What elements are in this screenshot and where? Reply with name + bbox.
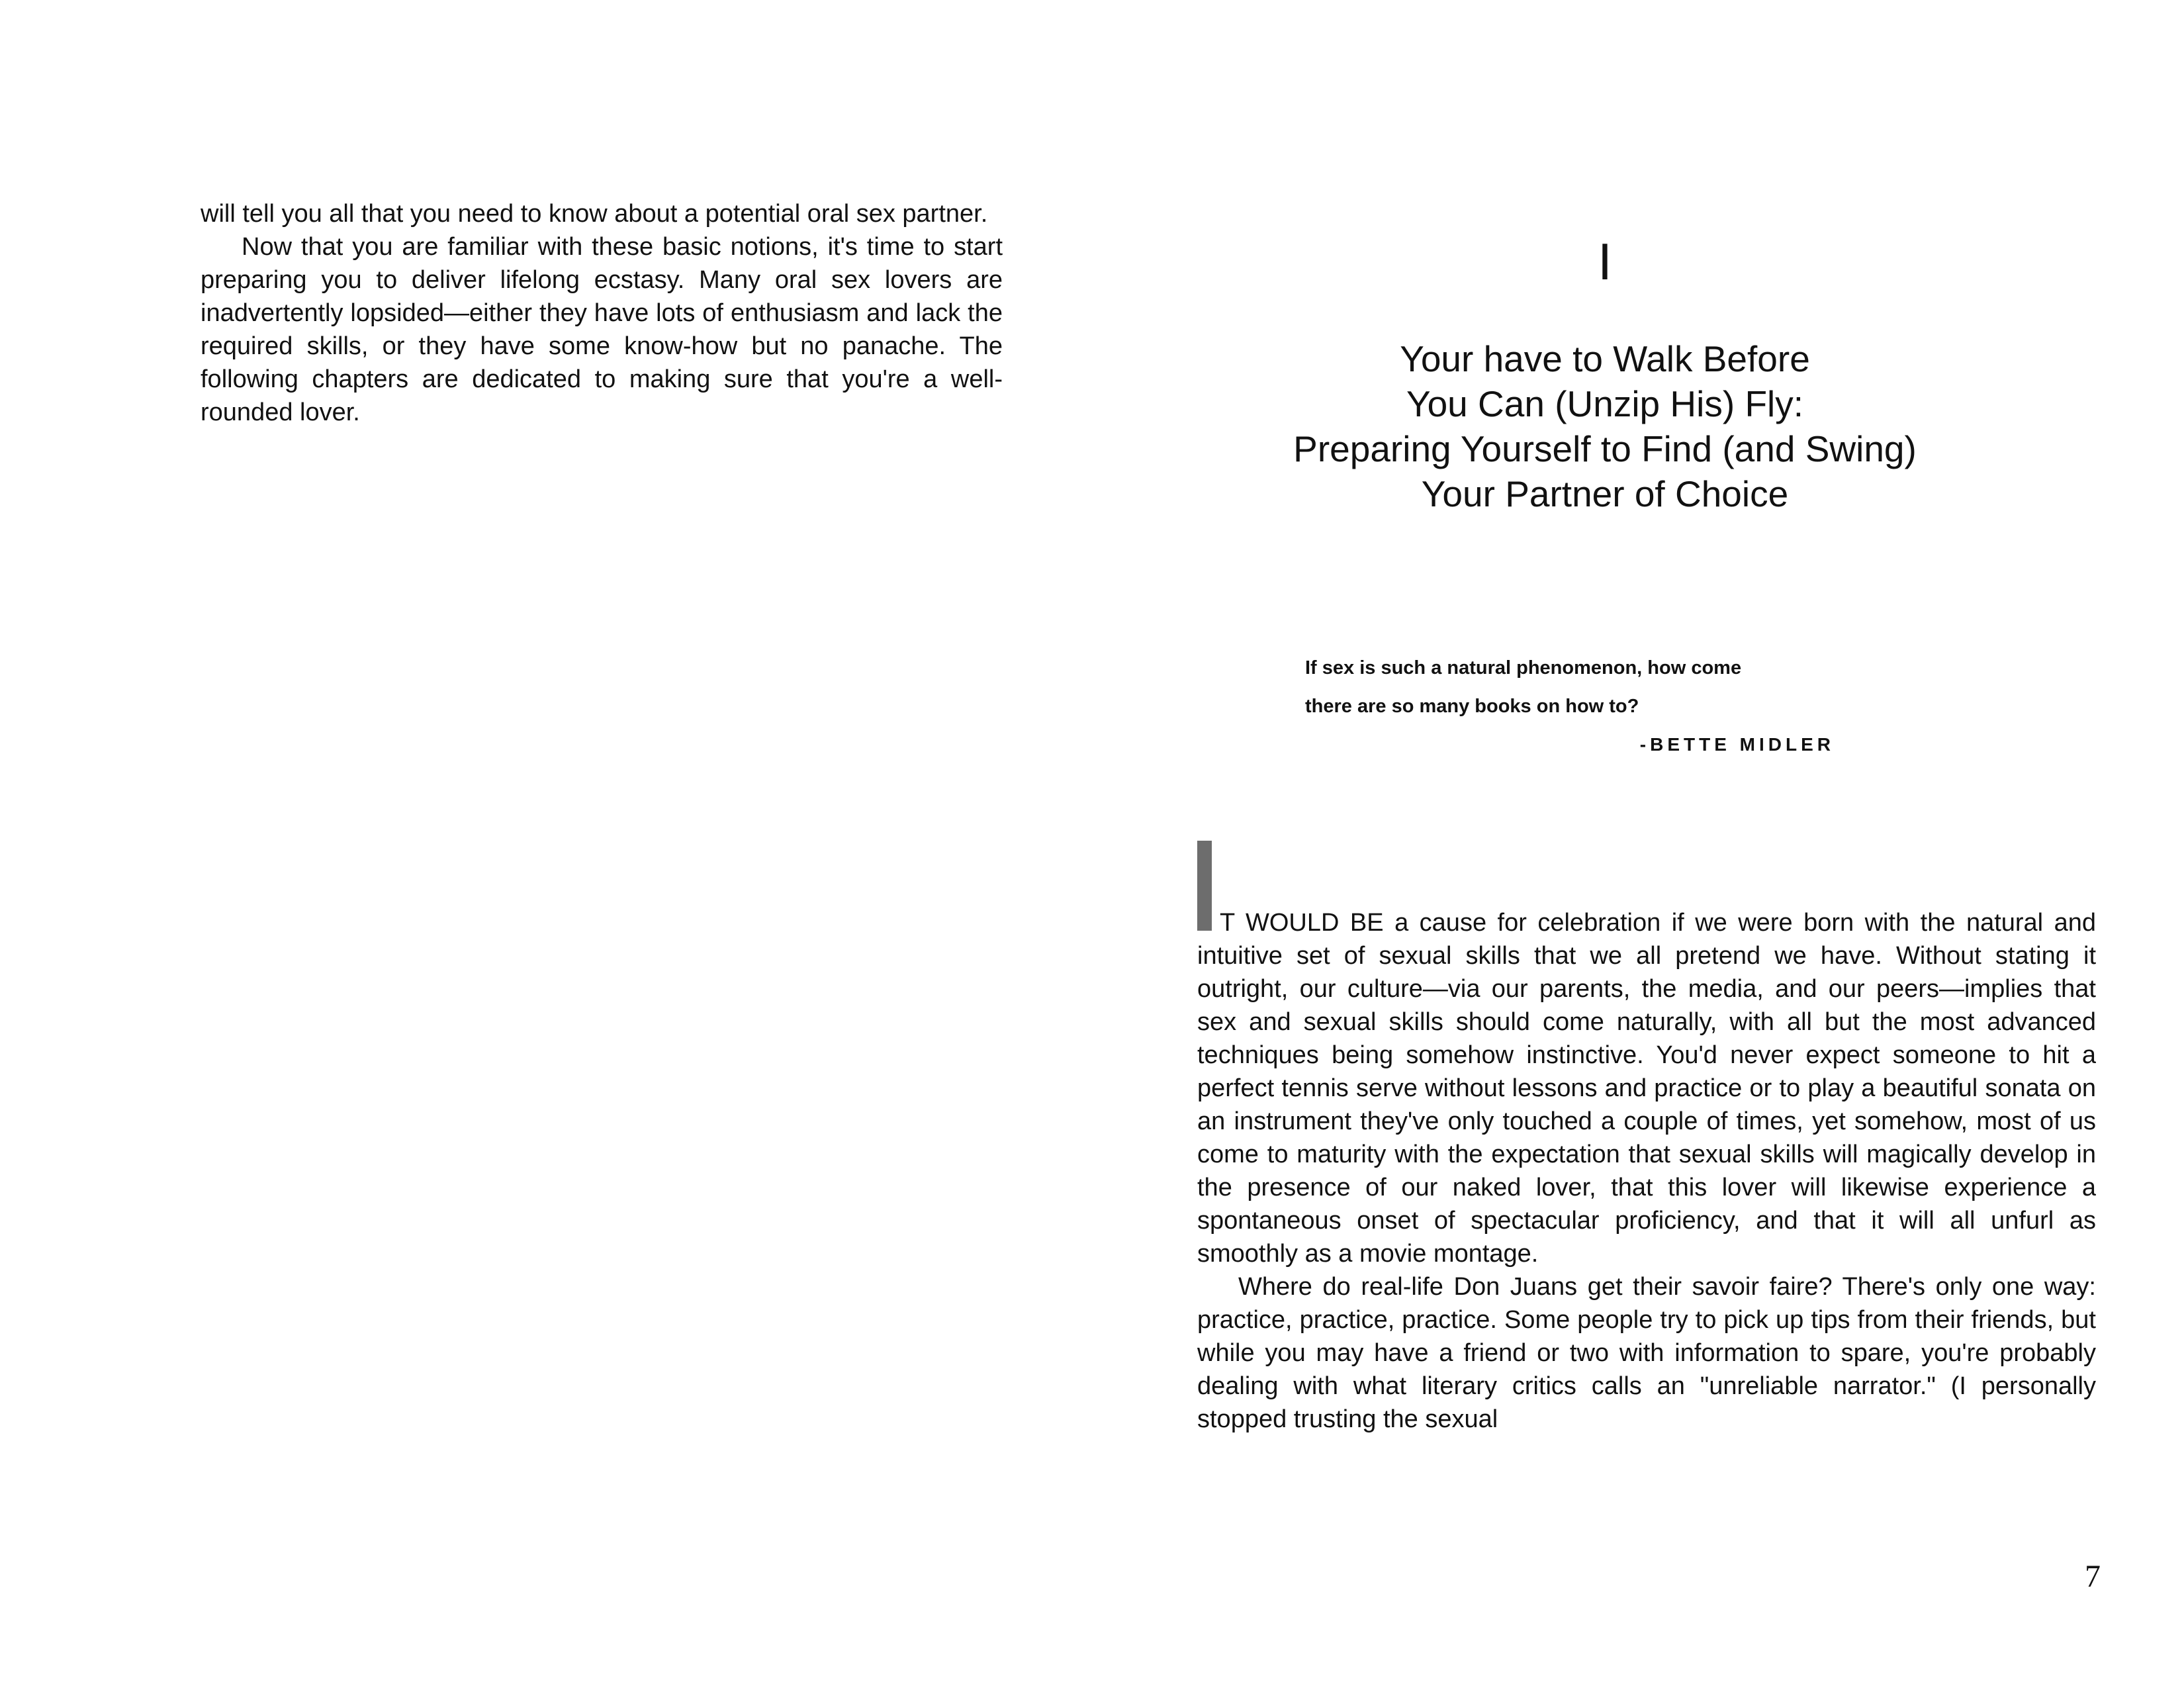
right-page bbox=[1092, 0, 2184, 1688]
epigraph-attribution: -BETTE MIDLER bbox=[1639, 734, 1835, 755]
left-page-text bbox=[201, 197, 1003, 429]
chapter-title-line-2: You Can (Unzip His) Fly: bbox=[1406, 383, 1804, 424]
epigraph-line-2: there are so many books on how to? bbox=[1305, 696, 1639, 717]
body-paragraph-2: Where do real-life Don Juans get their savoir faire? There's only one way: practice, practice, practice. Some people try to pick up tips from their friends, but while you may have a friend or two with information to spare, you're probably dealing with what literary critics calls an "unreliable narrator." (I personally stopped trusting the sexual bbox=[1197, 1273, 2096, 1433]
chapter-title-line-1: Your have to Walk Before bbox=[1400, 338, 1810, 379]
page-number: 7 bbox=[2085, 1559, 2101, 1594]
chapter-number: I bbox=[1598, 232, 1612, 291]
body-paragraph-1-text: T WOULD BE a cause for celebration if we were born with the natural and intuitive set of sexual skills that we all pretend we have. Without stating it outright, our culture—via our parents, the media, and our peers—implies that sex and sexual skills should come naturally, with all but the most advanced techniques being somehow instinctive. You'd never expect someone to hit a perfect tennis serve without lessons and practice or to play a beautiful sonata on an instrument they've only touched a couple of times, yet somehow, most of us come to maturity with the expectation that sexual skills will magically develop in the presence of our naked lover, that this lover will likewise experience a spontaneous onset of spectacular proficiency, and that it will all unfurl as smoothly as a movie montage. bbox=[1197, 909, 2096, 1268]
chapter-title bbox=[1224, 336, 1985, 516]
left-paragraph-1: will tell you all that you need to know about a potential oral sex partner. bbox=[201, 200, 988, 228]
left-paragraph-2: Now that you are familiar with these basic notions, it's time to start preparing you to deliver lifelong ecstasy. Many oral sex lovers are inadvertently lopsided—either they have lots of enthusiasm and lack the required skills, or they have some know-how but no panache. The following chapters are dedicated to making sure that you're a well-rounded lover. bbox=[201, 233, 1003, 426]
chapter-body bbox=[1197, 841, 2096, 1436]
body-paragraph-1 bbox=[1197, 841, 2096, 1270]
epigraph bbox=[1305, 649, 1835, 764]
epigraph-line-1: If sex is such a natural phenomenon, how come bbox=[1305, 657, 1742, 679]
chapter-title-line-4: Your Partner of Choice bbox=[1421, 473, 1789, 514]
drop-cap-bar bbox=[1197, 841, 1212, 931]
chapter-title-line-3: Preparing Yourself to Find (and Swing) bbox=[1293, 428, 1917, 469]
